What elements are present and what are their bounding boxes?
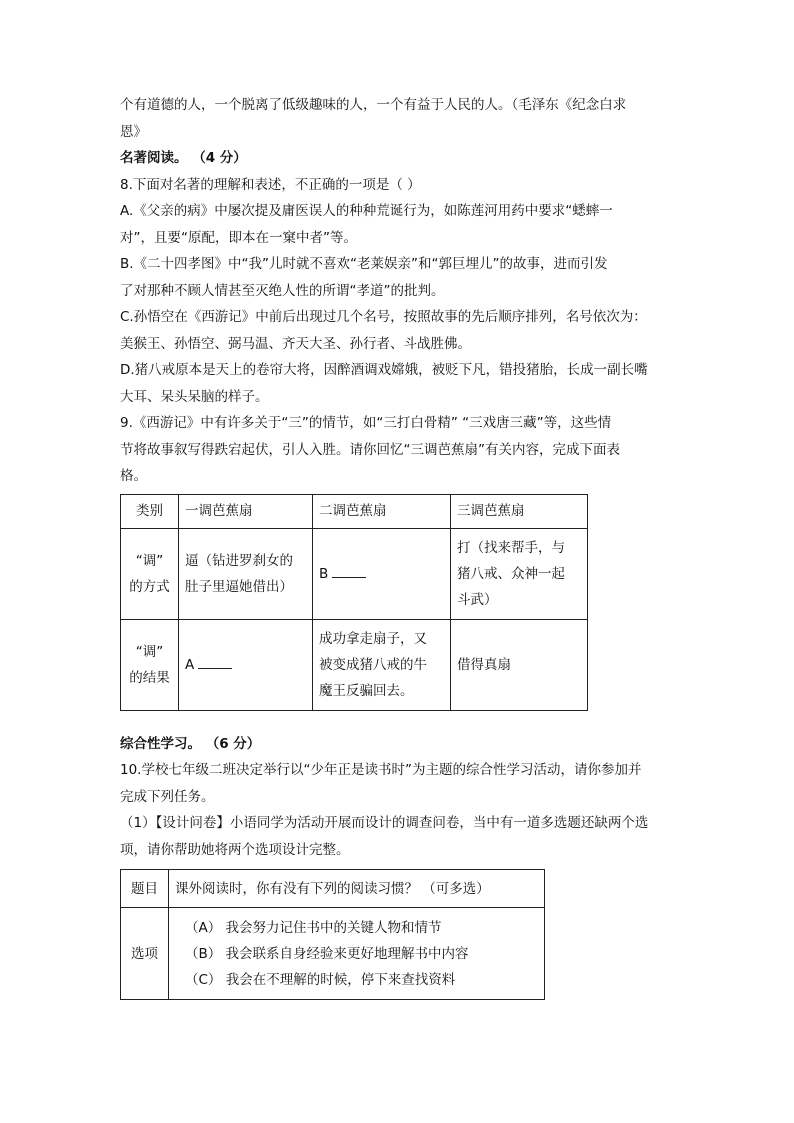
fan-table-first-method — [179, 528, 313, 619]
fan-table-row-method — [121, 528, 588, 619]
q9-line-2: 节将故事叙写得跌宕起伏，引人入胜。请你回忆“三调芭蕉扇”有关内容，完成下面表 — [120, 441, 620, 458]
survey-label-question: 题目 — [121, 870, 169, 908]
survey-option-a: （A） 我会努力记住书中的关键人物和情节 — [185, 919, 442, 936]
fan-table-label-result — [121, 619, 179, 710]
fan-table-second-method — [313, 528, 451, 619]
blank-label-b: B — [319, 565, 329, 582]
cell-line: 逼（钻进罗刹女的 — [185, 552, 293, 569]
label-line: 的方式 — [129, 578, 170, 595]
fan-table-header-category: 类别 — [121, 494, 179, 528]
fan-table-third-method — [451, 528, 588, 619]
fan-table-row-result — [121, 619, 588, 710]
document-page — [120, 92, 680, 1000]
cell-line: 被变成猪八戒的牛 — [319, 656, 427, 673]
label-line: 的结果 — [129, 669, 170, 686]
q8-option-c-line-1: C.孙悟空在《西游记》中前后出现过几个名号，按照故事的先后顺序排列，名号依次为： — [120, 309, 647, 325]
survey-table-options-row — [121, 908, 545, 1000]
q8-option-a-line-2: 对”，且要“原配，即本在一窠中者”等。 — [120, 229, 357, 246]
q10-line-2: 完成下列任务。 — [120, 788, 215, 805]
intro-line-1: 个有道德的人，一个脱离了低级趣味的人，一个有益于人民的人。（毛泽东《纪念白求 — [120, 97, 627, 113]
survey-label-options: 选项 — [121, 908, 169, 1000]
section-heading-classics: 名著阅读。 （4 分） — [120, 150, 247, 166]
q8-option-b-line-1: B.《二十四孝图》中“我”儿时就不喜欢“老莱娱亲”和“郭巨埋儿”的故事，进而引发 — [120, 256, 608, 272]
cell-line: 魔王反骗回去。 — [319, 682, 414, 699]
survey-options — [169, 908, 545, 1000]
fan-table-second-result — [313, 619, 451, 710]
section-heading-integrated: 综合性学习。 （6 分） — [120, 735, 261, 752]
q8-option-c-line-2: 美猴王、孙悟空、弼马温、齐天大圣、孙行者、斗战胜佛。 — [120, 335, 471, 352]
q10-sub1-line-1: （1）【设计问卷】小语同学为活动开展而设计的调查问卷，当中有一道多选题还缺两个选 — [120, 815, 649, 831]
intro-line-2: 恩》 — [120, 123, 147, 140]
answer-blank-b[interactable] — [332, 563, 366, 578]
fan-table-header-row — [121, 494, 588, 528]
q8-option-d-line-2: 大耳、呆头呆脑的样子。 — [120, 388, 269, 405]
label-line: “调” — [135, 643, 164, 660]
survey-table — [120, 869, 545, 1000]
fan-table-label-method — [121, 528, 179, 619]
cell-line: 斗武） — [457, 591, 498, 608]
survey-table-question-row — [121, 870, 545, 908]
blank-label-a: A — [185, 656, 195, 673]
q8-option-a-line-1: A.《父亲的病》中屡次提及庸医误人的种种荒诞行为，如陈莲河用药中要求“蟋蟀一 — [120, 203, 613, 219]
cell-line: 打（找来帮手，与 — [457, 539, 565, 556]
fan-table-header-second: 二调芭蕉扇 — [313, 494, 451, 528]
q8-stem: 8.下面对名著的理解和表述，不正确的一项是（ ） — [120, 176, 421, 193]
cell-line: 肚子里逼她借出） — [185, 578, 293, 595]
fan-table — [120, 494, 588, 711]
q10-sub1-line-2: 项，请你帮助她将两个选项设计完整。 — [120, 841, 350, 858]
survey-option-b: （B） 我会联系自身经验来更好地理解书中内容 — [185, 945, 469, 962]
survey-question: 课外阅读时，你有没有下列的阅读习惯？ （可多选） — [169, 870, 545, 908]
fan-table-first-result — [179, 619, 313, 710]
q9-line-1: 9.《西游记》中有许多关于“三”的情节，如“三打白骨精” “三戏唐三藏”等，这些情 — [120, 415, 612, 431]
fan-table-third-result: 借得真扇 — [451, 619, 588, 710]
answer-blank-a[interactable] — [198, 654, 232, 669]
q10-line-1: 10.学校七年级二班决定举行以“少年正是读书时”为主题的综合性学习活动，请你参加并 — [120, 762, 642, 778]
label-line: “调” — [135, 552, 164, 569]
q8-option-b-line-2: 了对那种不顾人情甚至灭绝人性的所谓“孝道”的批判。 — [120, 282, 445, 299]
q8-option-d-line-1: D.猪八戒原本是天上的卷帘大将，因醉酒调戏嫦娥，被贬下凡，错投猪胎，长成一副长嘴 — [120, 362, 648, 378]
survey-option-c: （C） 我会在不理解的时候，停下来查找资料 — [185, 971, 456, 988]
cell-line: 成功拿走扇子，又 — [319, 630, 427, 647]
q9-line-3: 格。 — [120, 468, 147, 484]
fan-table-header-third: 三调芭蕉扇 — [451, 494, 588, 528]
cell-line: 猪八戒、众神一起 — [457, 565, 565, 582]
fan-table-header-first: 一调芭蕉扇 — [179, 494, 313, 528]
